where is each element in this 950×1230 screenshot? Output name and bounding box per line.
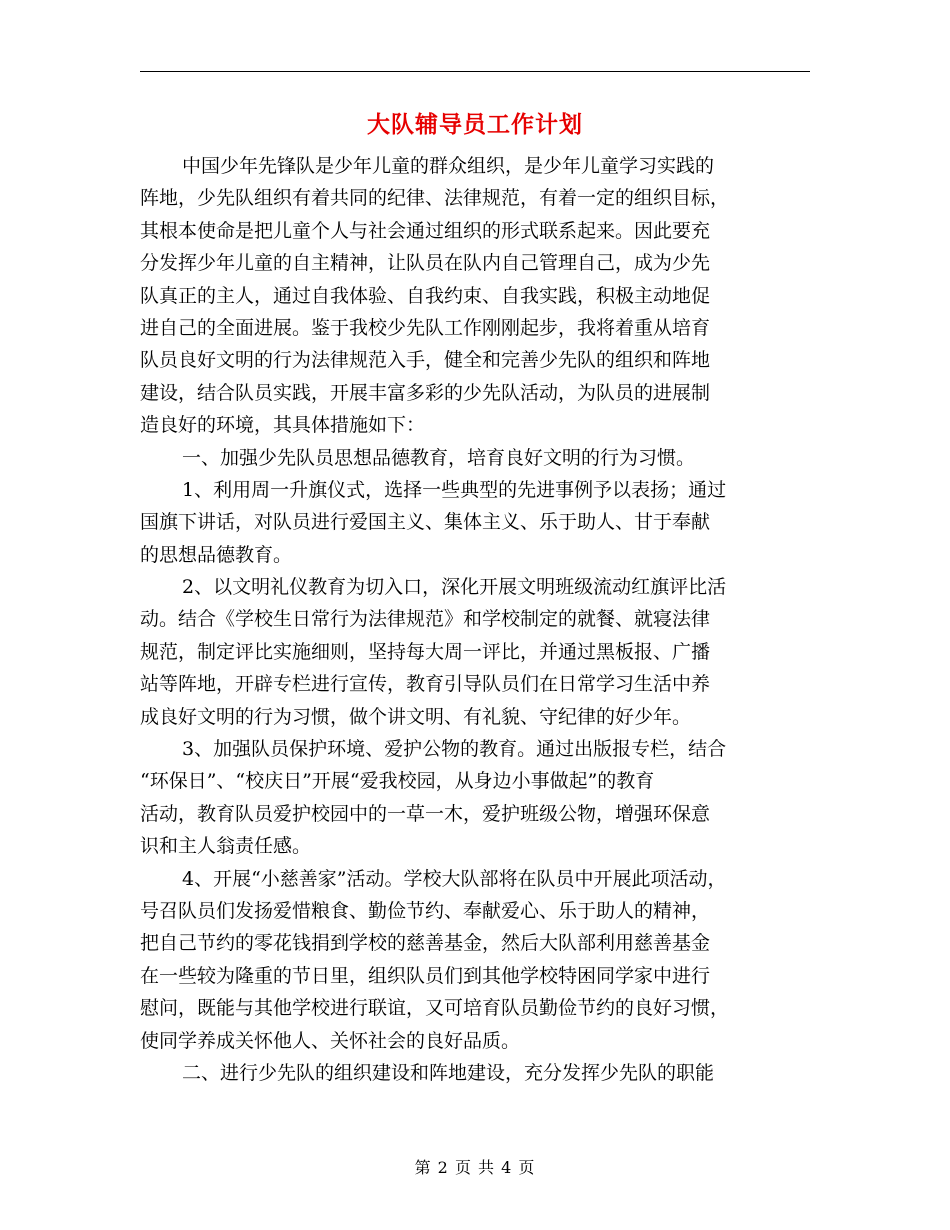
paragraph-line: 使同学养成关怀他人、关怀社会的良好品质。 bbox=[140, 1029, 521, 1052]
paragraph-line: 二、进行少先队的组织建设和阵地建设，充分发挥少先队的职能 bbox=[182, 1061, 715, 1084]
paragraph-line: 中国少年先锋队是少年儿童的群众组织，是少年儿童学习实践的 bbox=[182, 155, 715, 177]
paragraph-line: 分发挥少年儿童的自主精神，让队员在队内自己管理自己，成为少先 bbox=[140, 252, 711, 275]
paragraph-line: 队员良好文明的行为法律规范入手，健全和完善少先队的组织和阵地 bbox=[140, 349, 711, 372]
paragraph-line: 站等阵地，开辟专栏进行宣传，教育引导队员们在日常学习生活中养 bbox=[140, 673, 711, 696]
paragraph-line: 2、以文明礼仪教育为切入口，深化开展文明班级流动红旗评比活 bbox=[182, 576, 727, 599]
paragraph-line: 其根本使命是把儿童个人与社会通过组织的形式联系起来。因此要充 bbox=[140, 219, 711, 242]
paragraph-line: 一、加强少先队员思想品德教育，培育良好文明的行为习惯。 bbox=[182, 446, 696, 469]
paragraph-line: 的思想品德教育。 bbox=[140, 543, 293, 566]
paragraph bbox=[140, 474, 810, 571]
paragraph-line: 进自己的全面进展。鉴于我校少先队工作刚刚起步，我将着重从培育 bbox=[140, 316, 711, 339]
paragraph-line: 成良好文明的行为习惯，做个讲文明、有礼貌、守纪律的好少年。 bbox=[140, 705, 692, 728]
paragraph-line: 阵地，少先队组织有着共同的纪律、法律规范，有着一定的组织目标， bbox=[140, 187, 730, 210]
paragraph-line: 把自己节约的零花钱捐到学校的慈善基金，然后大队部利用慈善基金 bbox=[140, 932, 711, 955]
paragraph bbox=[140, 442, 810, 474]
paragraph-line: 号召队员们发扬爱惜粮食、勤俭节约、奉献爱心、乐于助人的精神， bbox=[140, 899, 711, 922]
paragraph-line: 4、开展“小慈善家”活动。学校大队部将在队员中开展此项活动， bbox=[182, 867, 727, 890]
document-body bbox=[140, 150, 810, 1089]
paragraph-line: 建设，结合队员实践，开展丰富多彩的少先队活动，为队员的进展制 bbox=[140, 381, 711, 404]
paragraph-line: 国旗下讲话，对队员进行爱国主义、集体主义、乐于助人、甘于奉献 bbox=[140, 511, 711, 534]
paragraph-line: 队真正的主人，通过自我体验、自我约束、自我实践，积极主动地促 bbox=[140, 284, 711, 307]
paragraph-line: 造良好的环境，其具体措施如下： bbox=[140, 414, 426, 437]
paragraph-line: 规范，制定评比实施细则，坚持每大周一评比，并通过黑板报、广播 bbox=[140, 640, 711, 663]
paragraph bbox=[140, 571, 810, 733]
paragraph-line: 3、加强队员保护环境、爱护公物的教育。通过出版报专栏，结合 bbox=[182, 738, 727, 761]
paragraph-line: 活动，教育队员爱护校园中的一草一木，爱护班级公物，增强环保意 bbox=[140, 802, 711, 825]
paragraph-line: 1、利用周一升旗仪式，选择一些典型的先进事例予以表扬；通过 bbox=[182, 478, 727, 501]
paragraph-line: 在一些较为隆重的节日里，组织队员们到其他学校特困同学家中进行 bbox=[140, 964, 711, 987]
document-title: 大队辅导员工作计划 bbox=[367, 112, 583, 138]
paragraph-line: 动。结合《学校生日常行为法律规范》和学校制定的就餐、就寝法律 bbox=[140, 608, 711, 631]
paragraph bbox=[140, 863, 810, 1057]
header-rule bbox=[140, 71, 810, 72]
paragraph-line: “环保日”、“校庆日”开展“爱我校园，从身边小事做起”的教育 bbox=[140, 770, 655, 793]
paragraph-line: 识和主人翁责任感。 bbox=[140, 835, 312, 858]
paragraph bbox=[140, 1057, 810, 1089]
paragraph-line: 慰问，既能与其他学校进行联谊，又可培育队员勤俭节约的良好习惯， bbox=[140, 997, 730, 1020]
paragraph bbox=[140, 150, 810, 442]
page-footer: 第 2 页 共 4 页 bbox=[414, 1158, 536, 1177]
paragraph bbox=[140, 733, 810, 863]
